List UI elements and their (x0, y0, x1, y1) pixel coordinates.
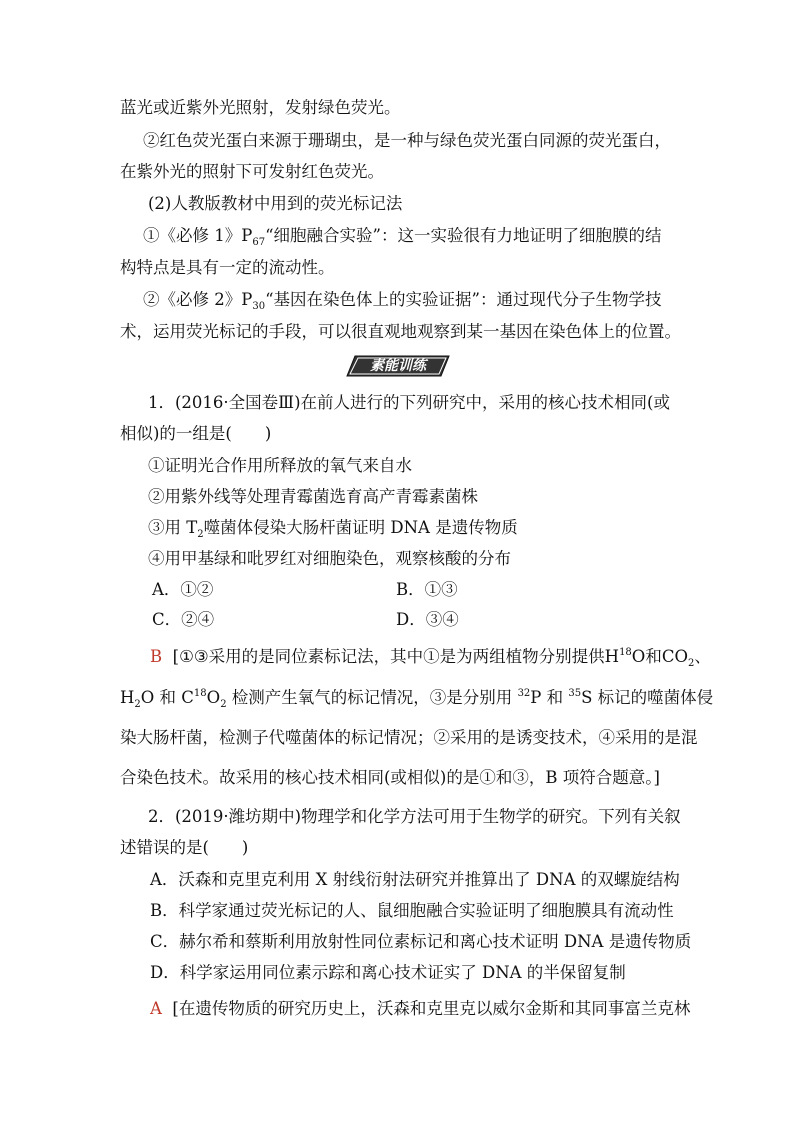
option-d (150, 963, 626, 983)
subscript: 2 (687, 658, 695, 669)
option-c (152, 610, 214, 630)
text: O (206, 688, 221, 707)
section-badge (345, 354, 451, 378)
text: O 和 C (140, 688, 194, 707)
option-d (396, 610, 459, 630)
option-c (150, 932, 691, 952)
question-1-explanation (120, 728, 698, 748)
text: ②用紫外线等处理青霉菌选育高产青霉素菌株 (148, 487, 478, 506)
answer-letter: B (150, 647, 163, 666)
text: 在紫外光的照射下可发射红色荧光。 (120, 162, 384, 181)
text: 述错误的是( ) (120, 838, 249, 857)
text: H (120, 688, 135, 707)
text: C．②④ (152, 610, 215, 629)
text: 蓝光或近紫外光照射，发射绿色荧光。 (120, 98, 401, 117)
text-line (143, 290, 661, 313)
subscript: 2 (220, 699, 227, 710)
text: 构特点是具有一定的流动性。 (120, 258, 335, 277)
text: 、 (694, 647, 711, 666)
badge-label: 素能训练 (370, 358, 426, 374)
question-2-stem (120, 838, 248, 858)
question-1-item (148, 487, 478, 507)
text: ①证明光合作用所释放的氧气来自水 (148, 456, 412, 475)
text-line (120, 322, 681, 342)
question-1-item (148, 549, 511, 569)
text: O和CO (631, 647, 688, 666)
text-line (120, 162, 384, 182)
text: ②《必修 2》P (143, 290, 253, 309)
text-line (120, 98, 401, 118)
text-line (148, 194, 402, 214)
text: D．科学家运用同位素示踪和离心技术证实了 DNA 的半保留复制 (150, 963, 626, 982)
answer-letter: A (150, 999, 162, 1018)
superscript: 18 (193, 688, 207, 699)
text: [在遗传物质的研究历史上，沃森和克里克以威尔金斯和其同事富兰克林 (172, 999, 691, 1018)
subscript: 30 (252, 301, 266, 312)
subscript: 67 (252, 237, 266, 248)
text: A．①② (152, 580, 214, 599)
superscript: 18 (619, 647, 632, 658)
text: 检测产生氧气的标记情况，③是分别用 (226, 688, 518, 707)
text: 噬菌体侵染大肠杆菌证明 DNA 是遗传物质 (203, 518, 518, 537)
question-2-explanation (150, 999, 690, 1019)
text: ②红色荧光蛋白来源于珊瑚虫，是一种与绿色荧光蛋白同源的荧光蛋白， (143, 131, 671, 150)
question-1-stem (120, 424, 271, 444)
text-line (143, 226, 661, 249)
text: 相似)的一组是( ) (120, 424, 272, 443)
question-1-explanation (120, 688, 713, 711)
text: A．沃森和克里克利用 X 射线衍射法研究并推算出了 DNA 的双螺旋结构 (150, 870, 680, 889)
option-b (150, 901, 674, 921)
question-1-explanation (120, 768, 660, 788)
question-1-item (148, 518, 518, 541)
text-line (143, 131, 671, 151)
superscript: 32 (517, 688, 531, 699)
question-1-explanation (150, 647, 711, 670)
text: 术，运用荧光标记的手段，可以很直观地观察到某一基因在染色体上的位置。 (120, 322, 681, 341)
superscript: 35 (568, 688, 582, 699)
option-b (396, 580, 458, 600)
text: [①③采用的是同位素标记法，其中①是为两组植物分别提供H (172, 647, 620, 666)
text: S 标记的噬菌体侵 (581, 688, 714, 707)
option-a (150, 870, 680, 890)
option-a (152, 580, 213, 600)
text: 1．(2016·全国卷Ⅲ)在前人进行的下列研究中，采用的核心技术相同(或 (148, 393, 670, 412)
text: B．科学家通过荧光标记的人、鼠细胞融合实验证明了细胞膜具有流动性 (150, 901, 674, 920)
text: ④用甲基绿和吡罗红对细胞染色，观察核酸的分布 (148, 549, 511, 568)
text: “基因在染色体上的实验证据”：通过现代分子生物学技 (265, 290, 662, 309)
subscript: 2 (197, 529, 204, 540)
text-line (120, 258, 335, 278)
question-1-stem (148, 393, 670, 413)
text: P 和 (530, 688, 569, 707)
text: B．①③ (396, 580, 458, 599)
subscript: 2 (134, 699, 141, 710)
question-1-item (148, 456, 412, 476)
text: D．③④ (396, 610, 459, 629)
text: 合染色技术。故采用的核心技术相同(或相似)的是①和③，B 项符合题意。] (120, 768, 660, 787)
text: ③用 T (148, 518, 198, 537)
text: “细胞融合实验”：这一实验很有力地证明了细胞膜的结 (265, 226, 662, 245)
text: 2．(2019·潍坊期中)物理学和化学方法可用于生物学的研究。下列有关叙 (148, 807, 681, 826)
text: (2)人教版教材中用到的荧光标记法 (148, 194, 403, 213)
text: 染大肠杆菌，检测子代噬菌体的标记情况；②采用的是诱变技术，④采用的是混 (120, 728, 698, 747)
text: ①《必修 1》P (143, 226, 253, 245)
question-2-stem (148, 807, 681, 827)
text: C．赫尔希和蔡斯利用放射性同位素标记和离心技术证明 DNA 是遗传物质 (150, 932, 692, 951)
